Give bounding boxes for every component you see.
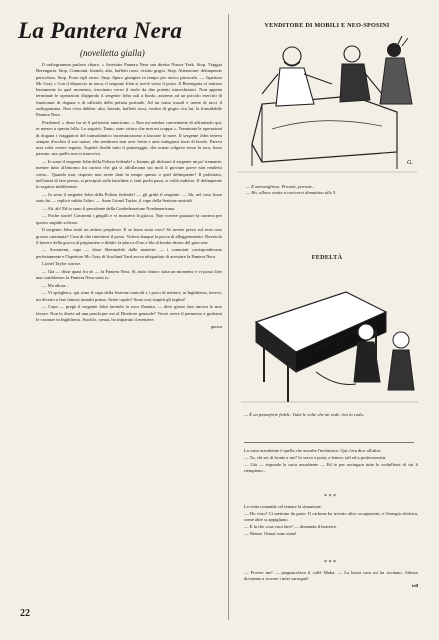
blurb-line: — Ho visto! Ci mettono da parte. Il carbone ha trovato altre occupazioni, e l'energia elettrica, come altre si appigliano.	[244, 511, 418, 522]
blurb-line: — Povero me! — piagnucolava il caffè Moka. — La borsa vara mi ha rovinato. Adesso dovranno a trovare i miei surrogati!	[244, 570, 418, 581]
cartoon2-illustration	[236, 262, 422, 410]
blurb-line: — Già — risponde la carta assorbente — Ed io per asciugare tutte le corbellerie di cui li riempiono...	[244, 462, 418, 473]
blurb-line: — Tu, chi sei di fronte a me? Io servo a posti, a lettere, tali ed a professionisti.	[244, 455, 387, 460]
article-paragraph: — Ah, ah! Ed io sono il presidente della Confederazione Nordamericana.	[42, 205, 176, 211]
article-subtitle: (novelletta gialla)	[80, 48, 145, 58]
article-paragraph: — Ma allora...	[42, 282, 69, 288]
article-paragraph: — Poche storie! Cavatemi i gingilli e vi mostrerò la giacca. Non vorrete guastare la carriera per questo stupido scherzo.	[36, 213, 222, 225]
blurb-author: tell	[411, 583, 418, 588]
cartoon1-title: VENDITORE DI MOBILI E NEO-SPOSINI	[264, 22, 390, 29]
cartoon1-illustration	[232, 34, 422, 182]
blurb-line: — Niente. Ormai sono stata!	[244, 531, 297, 536]
article-paragraph: Il radiogramma parlava chiaro. « Arresiate Pantera Nera sua diretta Nuova York. Stop. Viaggia Berengaria. Stop. Connotati: biondo, alto, baffetti rossi, vestito grigio. Stop. Attenzione: delinquente pericoloso. Stop. Porto egli eroso. Stop. Spero giungere in tempo per arrivo piroscafo. — Ispettore Mc Gray » Con il dispaccio in tasca, il sergente John si avviò verso il porto. Il Berengaria vi entrava lentamente in quel momento, trascinato verso il molo da due potenti rimorchiatori. Non appena terminate le operazioni d'approdo il sergente John salì a bordo, assieme ad un piccolo esercito di funzionari di dogana e di ufficiali della polizia portuale. Ad un tratto trasalì e tremò di tacci il radiogramma. Non v'era dubbio: alto, biondo, baffetti rossi, vestito di grigio: era lui, la formidabile Pantera Nera.	[36, 62, 222, 118]
separator-stars: * * *	[324, 494, 336, 500]
article-body	[36, 62, 222, 614]
blurb-carta	[244, 448, 418, 475]
caption-line: — Ho, allora venite a coricarvi domattina alle 5.	[246, 190, 337, 195]
cartoon2-title: FEDELTÀ	[311, 254, 343, 261]
blurb-caffe	[244, 570, 418, 590]
article-paragraph: — Capo — pregò il sergente John facendo la voce flautata, — deve giusto fare ancora lo mio favore. Non lo direte ad una parola per me al Direttore generale? Vorrei avere il permesso e godermi le vacanze in Inghilterra. Anch'io, ormai, ho imparato il mestiere.	[36, 304, 222, 322]
cartoon1-signature: G.	[407, 160, 413, 166]
column-divider	[228, 14, 229, 620]
article-paragraph: — Io sono il sergente John della Polizia federale! — gli gridò il sergente. — Ah, nel caso fosse stato lui — replicò subito l'altro. — Sono Lionel Taylor, il capo della Sezione omicidi.	[36, 191, 222, 204]
blurb-line: — E la che cosa vuoi fare? — domanda il braciere.	[244, 524, 338, 529]
blurb-line: La carta assorbente è quella che assorbe l'inchiostro. Qui c'era dice all'altra:	[244, 448, 382, 453]
article-title: La Pantera Nera	[18, 18, 183, 43]
separator-stars: * * *	[324, 560, 336, 566]
article-paragraph: Lionel Taylor sorrise.	[42, 261, 82, 267]
article-paragraph: Il sergente John restò un attimo perplesso. E se fosse stata vero? Se avesse preso sul serio uno grosso cantonata? Cosa di che rimettersi il posto. Voleva dunque la prova di alleggerimento. Rovesciò il bavero della giacca al prigioniero e difatti: la placca d'oro e blu al lembo destro del giaccone.	[36, 227, 222, 245]
article-paragraph: Prudenza! » disse fra sè il poliziotto americano. « Non mi sembra conveniente di affrontarlo qui, in mezzo a questa folla. Lo seguirò. Tanto, sono sicuro che non mi scappa ». Terminate le operazioni di dogana i viaggiatori del transatlantico incominciarono a lasciare la nave. Il sergente John teneva sempre d'occhio il suo uomo, che sembrava non aver fretta e anzi indugiava fuori di bordo. Pareva non voler essere seguito. Aspettò finchè tutto il pomeriggio, che ormai volgeva verso la sera, fosse passato: ma quello non si muoveva.	[36, 119, 222, 157]
article-paragraph: — Vi spieghero, qui sono il capo della Sezione omicidi e i porci di metteri; in Inghilterra, invece, mi diverto a fare famosi tumulti prima. Avete capito? Sono così stupidi gli inglesi!	[36, 290, 222, 302]
article-paragraph: — Io sono il sergente John della Polizia federale! » Intanto gli dichiarò il sergente un po' tremante, mentre tutto all'intorno fra curiosi che già si affollavano sui moli il giovane parve non rendersi conto... Quando mai, risposte non avete dato in tempo questo o quel delinquente? Il poliziotto, nell'ansia di fare presto, si precipitò sulla banchina e, fatti pochi passi, si voltò indietro. Il delinquente lo seguiva indifferente.	[36, 159, 222, 190]
article-paragraph: — Scusatemi, capo — disse liberandolo dalle manette; — i connotati corrispondevano perfettamente e l'Ispettore Mc Gray di Scotland Yard aveva telegrafato di arrestare la Pantera Nera.	[36, 247, 222, 259]
blurb-line: La vinta comanda col tentare la situazione.	[244, 504, 322, 509]
cartoon2-caption: — È un pianoforte fedele. Tutte le volte che mi vede, tira la coda.	[244, 412, 364, 417]
article-author: gunea	[210, 324, 222, 330]
article-paragraph: — Già — disse quasi fra sè. — la Pantera Nera. Sì, tutto chiaro: stata un momento e vi posso fare una confidenza: la Pantera Nera sono io.	[36, 268, 222, 281]
caption-line: — E meraviglioso. Provate, provate...	[246, 184, 316, 189]
page-number: 22	[20, 608, 30, 619]
divider	[244, 442, 414, 443]
blurb-braciere	[244, 504, 418, 538]
cartoon1-caption	[246, 184, 416, 196]
